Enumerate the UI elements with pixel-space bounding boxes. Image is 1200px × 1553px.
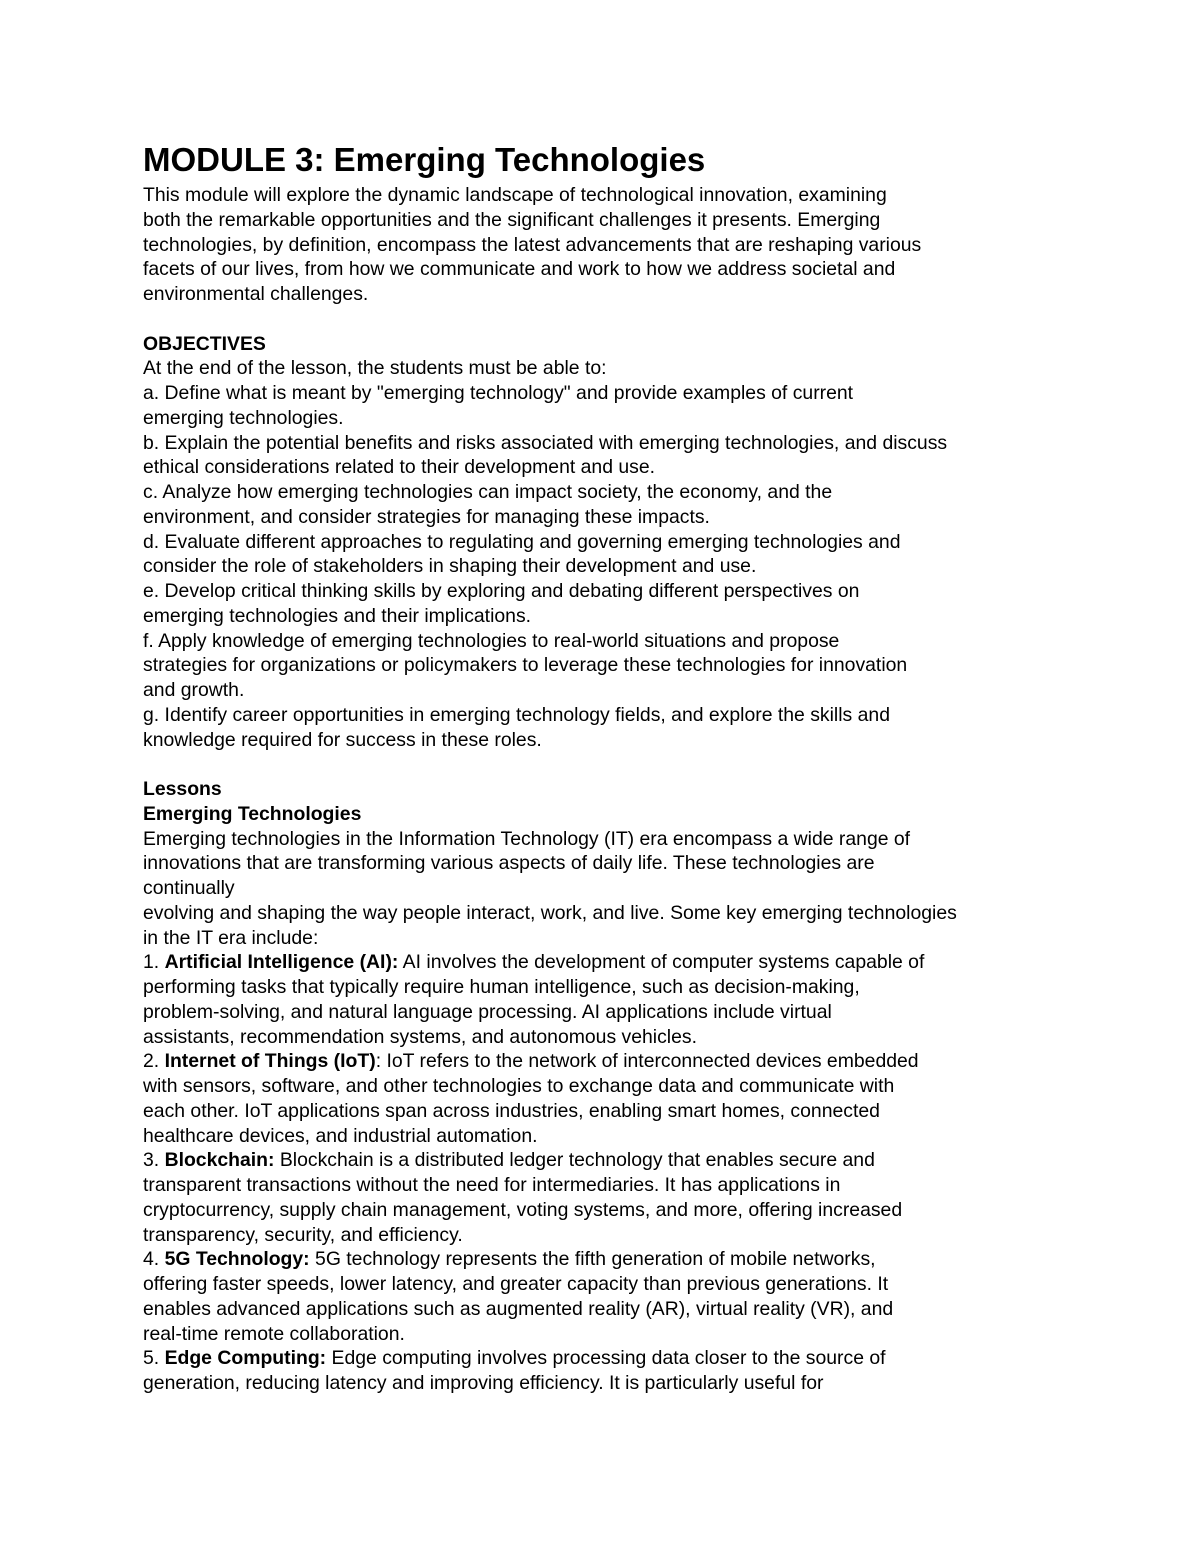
spacer [143, 307, 1063, 332]
module-title: MODULE 3: Emerging Technologies [143, 141, 706, 178]
objective-line: a. Define what is meant by "emerging technology" and provide examples of current [143, 382, 854, 404]
spacer [143, 752, 1063, 777]
list-item [143, 1346, 1063, 1371]
intro-line: technologies, by definition, encompass the latest advancements that are reshaping various [143, 233, 922, 256]
objective-line: e. Develop critical thinking skills by exploring and debating different perspectives on [143, 580, 860, 602]
item-term: Edge Computing: [164, 1347, 327, 1370]
intro-line: This module will explore the dynamic landscape of technological innovation, examining [143, 184, 887, 206]
objective-line: emerging technologies. [143, 406, 344, 429]
item-line: assistants, recommendation systems, and autonomous vehicles. [143, 1025, 697, 1048]
item-line: transparency, security, and efficiency. [143, 1223, 463, 1246]
objective-line: emerging technologies and their implications. [143, 604, 532, 627]
objective-line: environment, and consider strategies for managing these impacts. [143, 505, 710, 528]
item-line: cryptocurrency, supply chain management, voting systems, and more, offering increased [143, 1198, 903, 1221]
lessons-intro-line: Emerging technologies in the Information Technology (IT) era encompass a wide range of [143, 827, 911, 850]
objective-line: strategies for organizations or policymakers to leverage these technologies for innovation [143, 654, 908, 677]
objective-line: consider the role of stakeholders in shaping their development and use. [143, 555, 757, 578]
item-text: 5G technology represents the fifth generation of mobile networks, [309, 1248, 876, 1271]
list-item [143, 1049, 1063, 1074]
objective-line: f. Apply knowledge of emerging technologies to real-world situations and propose [143, 629, 840, 652]
objective-line: knowledge required for success in these roles. [143, 728, 542, 751]
list-item [143, 1247, 1063, 1272]
item-line: each other. IoT applications span across industries, enabling smart homes, connected [143, 1099, 880, 1122]
item-line: problem-solving, and natural language processing. AI applications include virtual [143, 1000, 832, 1023]
objectives-heading: OBJECTIVES [143, 332, 266, 355]
item-text: Blockchain is a distributed ledger technology that enables secure and [274, 1149, 875, 1172]
intro-line: both the remarkable opportunities and the significant challenges it presents. Emerging [143, 208, 881, 231]
lessons-intro-line: innovations that are transforming various aspects of daily life. These technologies are [143, 852, 875, 875]
lessons-intro-line: evolving and shaping the way people interact, work, and live. Some key emerging technologies [143, 901, 957, 924]
item-text: : IoT refers to the network of interconnected devices embedded [375, 1050, 919, 1073]
lessons-subheading: Emerging Technologies [143, 802, 362, 825]
item-term: Internet of Things (IoT) [164, 1050, 376, 1073]
item-number: 4. [143, 1248, 165, 1271]
item-number: 2. [143, 1050, 165, 1073]
objective-line: and growth. [143, 679, 245, 701]
objective-line: ethical considerations related to their development and use. [143, 456, 656, 479]
list-item [143, 1148, 1063, 1173]
item-number: 1. [143, 951, 165, 974]
objective-line: d. Evaluate different approaches to regulating and governing emerging technologies and [143, 530, 901, 553]
intro-line: facets of our lives, from how we communicate and work to how we address societal and [143, 258, 896, 281]
item-number: 3. [143, 1149, 165, 1172]
list-item [143, 950, 1063, 975]
item-line: transparent transactions without the need for intermediaries. It has applications in [143, 1174, 841, 1196]
objectives-lead: At the end of the lesson, the students must be able to: [143, 357, 607, 380]
item-term: 5G Technology: [164, 1248, 310, 1271]
lessons-intro-line: continually [143, 877, 235, 899]
item-term: Artificial Intelligence (AI): [164, 951, 399, 974]
item-line: enables advanced applications such as augmented reality (AR), virtual reality (VR), and [143, 1297, 894, 1320]
item-term: Blockchain: [164, 1149, 275, 1172]
objective-line: b. Explain the potential benefits and risks associated with emerging technologies, and discuss [143, 431, 948, 454]
item-line: generation, reducing latency and improving efficiency. It is particularly useful for [143, 1372, 824, 1394]
item-line: healthcare devices, and industrial automation. [143, 1124, 538, 1147]
intro-line: environmental challenges. [143, 283, 369, 305]
objective-line: g. Identify career opportunities in emerging technology fields, and explore the skills and [143, 703, 890, 726]
item-line: with sensors, software, and other technologies to exchange data and communicate with [143, 1075, 895, 1097]
lessons-heading: Lessons [143, 778, 222, 800]
item-number: 5. [143, 1347, 165, 1370]
lessons-section [143, 777, 1063, 1396]
item-text: AI involves the development of computer systems capable of [398, 951, 925, 974]
item-line: offering faster speeds, lower latency, and greater capacity than previous generations. It [143, 1273, 889, 1295]
intro-paragraph [143, 183, 1063, 307]
document-page [143, 140, 1063, 1396]
objectives-section [143, 332, 1063, 753]
item-line: real-time remote collaboration. [143, 1322, 405, 1345]
objective-line: c. Analyze how emerging technologies can impact society, the economy, and the [143, 481, 833, 503]
item-line: performing tasks that typically require human intelligence, such as decision-making, [143, 976, 860, 998]
item-text: Edge computing involves processing data closer to the source of [326, 1347, 886, 1370]
lessons-intro-line: in the IT era include: [143, 926, 319, 949]
